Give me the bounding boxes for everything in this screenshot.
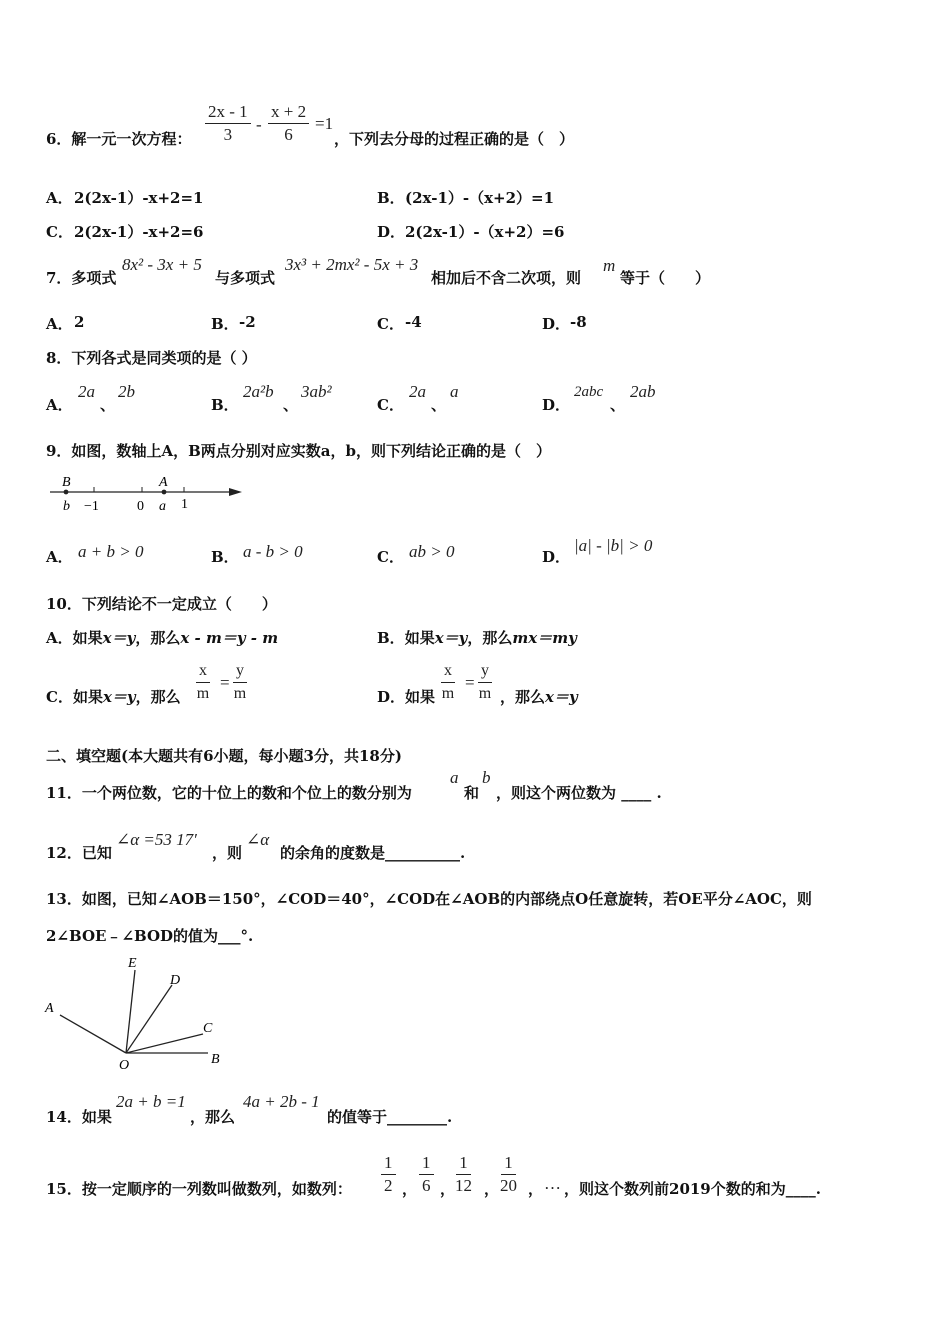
q15-f4-num: 1 [501,1154,516,1175]
q6-option-d: 2(2x-1）-（x+2）=6 [405,223,565,241]
q10-option-b-label: B． [377,629,405,647]
q11-var-b: b [482,768,491,787]
q15-lead: 15．按一定顺序的一列数叫做数列，如数列： [46,1180,352,1198]
q9-label-B: B [62,475,71,490]
q6-f1-numerator: 2x - 1 [205,103,251,124]
q10-option-a-label: A． [46,629,73,647]
q15-fraction-2 [419,1154,434,1195]
q10-c-f2-den: m [233,685,247,702]
q15-comma-2: ， [440,1180,456,1198]
q10-option-b [377,627,577,648]
q10-option-d-equals: = [465,673,475,692]
section-2-heading: 二、填空题(本大题共有6小题，每小题3分，共18分) [46,747,402,765]
q12-tail: 的余角的度数是__________. [280,844,466,862]
q13-label-C: C [203,1021,213,1036]
q9-option-a-label: A． [46,548,73,566]
q14-mid: ，那么 [190,1108,236,1126]
q14-lead: 14．如果 [46,1108,112,1126]
q12-lead: 12．已知 [46,844,112,862]
q8-option-d-label: D． [542,396,571,414]
q10-option-c-pre: 如果 [72,688,103,706]
q10-d-f1-den: m [441,685,455,702]
q15-fraction-1 [381,1154,396,1195]
q9-option-c: ab > 0 [409,542,455,561]
q13-label-D: D [170,973,181,988]
q9-number-line [46,470,246,518]
q10-c-f1-den: m [196,685,210,702]
q7-option-a: 2 [74,313,85,331]
q10-d-f1-num: x [441,662,455,683]
q10-option-c-text [46,686,181,707]
q7-var-m: m [603,256,616,275]
q8-option-c-term-1: 2a [409,382,426,401]
q8-option-b-term-1: 2a²b [243,382,274,401]
q6-option-b-label: B． [377,189,405,207]
q7-option-d: -8 [570,313,587,331]
q15-tail: ，则这个数列前2019个数的和为____. [564,1180,821,1198]
q11-var-a: a [450,768,459,787]
q9-label-one: 1 [181,497,188,512]
q12-angle: ∠α [246,830,270,849]
q8-stem: 8．下列各式是同类项的是（ ） [46,349,257,367]
q7-option-c: -4 [405,313,422,331]
q10-option-b-pre: 如果 [404,629,435,647]
q7-mid-2: 相加后不含二次项，则 [431,269,582,287]
q10-option-d-mid: ，那么 [500,688,546,706]
q10-option-c-mid: ，那么 [135,688,181,706]
q15-fraction-4 [500,1154,517,1195]
q13-label-O: O [119,1058,130,1073]
q8-option-b-sep: 、 [283,396,299,414]
q8-option-c-label: C． [377,396,404,414]
q15-f2-num: 1 [419,1154,434,1175]
q10-stem: 10．下列结论不一定成立（ ） [46,595,277,613]
q7-poly-1: 8x² - 3x + 5 [122,255,202,274]
q8-option-a-term-1: 2a [78,382,95,401]
q15-f4-den: 20 [500,1176,517,1195]
q10-option-a-pre: 如果 [72,629,103,647]
q10-option-a-result: x - m＝y - m [180,629,279,647]
q15-f3-num: 1 [456,1154,471,1175]
q7-poly-2: 3x³ + 2mx² - 5x + 3 [285,255,419,274]
q10-option-c-equals: = [220,673,230,692]
q15-ellipsis: … [544,1174,561,1193]
q6-option-c: 2(2x-1）-x+2=6 [74,223,204,241]
q15-f1-den: 2 [384,1176,393,1195]
q6-tail: ，下列去分母的过程正确的是（ ） [334,130,575,148]
q11-tail: ，则这个两位数为 ____ . [496,784,662,802]
q6-equals: =1 [315,114,334,133]
q7-mid: 与多项式 [215,269,276,287]
q10-option-c-fraction-1 [196,662,210,703]
q8-option-b-term-2: 3ab² [301,382,332,401]
q10-option-d-fraction-2 [478,662,492,703]
q10-c-f2-num: y [233,662,247,683]
q10-option-d-result: x＝y [545,688,578,706]
q7-option-b-label: B． [211,315,239,333]
q8-option-c-term-2: a [450,382,459,401]
q13-line-1: 13．如图，已知∠AOB＝150°，∠COD＝40°，∠COD在∠AOB的内部绕点O任意旋转，若OE平分∠AOC，则 [46,890,812,908]
q13-label-E: E [128,956,137,971]
q7-option-d-label: D． [542,315,571,333]
q15-comma-4: ， [528,1180,544,1198]
q10-option-a-mid: ，那么 [135,629,181,647]
q13-ray-oa [60,1015,126,1053]
q12-mid: ，则 [212,844,243,862]
q9-label-A: A [159,475,168,490]
q13-line-2: 2∠BOE﹣∠BOD的值为___°. [46,927,254,945]
q10-option-a [46,627,278,648]
q8-option-a-label: A． [46,396,73,414]
q10-d-f2-den: m [478,685,492,702]
q10-option-d-text [377,686,435,707]
q10-d-f2-num: y [478,662,492,683]
q15-f3-den: 12 [455,1176,472,1195]
q6-lead: 6．解一元一次方程： [46,130,192,148]
q6-option-c-label: C． [46,223,73,241]
q6-option-a-label: A． [46,189,73,207]
q8-option-b-label: B． [211,396,239,414]
q6-option-a: 2(2x-1）-x+2=1 [74,189,204,207]
q9-option-d: |a| - |b| > 0 [574,536,653,555]
q6-fraction-1 [205,103,251,144]
q13-angle-diagram [40,950,240,1075]
q10-option-c-cond: x＝y [102,688,136,706]
q10-option-b-result: mx＝my [512,629,577,647]
q10-option-b-mid: ，那么 [467,629,513,647]
q9-option-b: a - b > 0 [243,542,303,561]
q10-option-c-fraction-2 [233,662,247,703]
q9-option-b-label: B． [211,548,239,566]
q8-option-d-sep: 、 [610,396,626,414]
q9-option-c-label: C． [377,548,404,566]
q7-tail: 等于（ ） [620,269,711,287]
q8-option-d-term-1: 2abc [574,384,604,400]
q6-fraction-2 [268,103,309,144]
q6-option-b: (2x-1）-（x+2）=1 [405,189,555,207]
q8-option-a-term-2: 2b [118,382,135,401]
q15-f2-den: 6 [422,1176,431,1195]
q10-option-d-fraction-1 [441,662,455,703]
q9-point-a [162,490,167,495]
q8-option-a-sep: 、 [100,396,116,414]
q9-point-b [64,490,69,495]
q9-stem: 9．如图，数轴上A，B两点分别对应实数a，b，则下列结论正确的是（ ） [46,442,551,460]
q14-tail: 的值等于________. [327,1108,453,1126]
q7-lead: 7．多项式 [46,269,117,287]
q6-f2-denominator: 6 [284,125,293,144]
q7-option-b: -2 [239,313,256,331]
q9-label-a: a [159,499,166,514]
q13-label-A: A [45,1001,54,1016]
q14-expr-1: 2a + b =1 [116,1092,186,1111]
q15-comma-3: ， [484,1180,500,1198]
q13-label-B: B [211,1052,220,1067]
q9-option-d-label: D． [542,548,571,566]
q11-lead: 11．一个两位数，它的十位上的数和个位上的数分别为 [46,784,412,802]
q14-expr-2: 4a + 2b - 1 [243,1092,320,1111]
q10-option-d-pre: 如果 [405,688,436,706]
q8-option-d-term-2: 2ab [630,382,656,401]
q9-label-b: b [63,499,70,514]
q6-minus: - [256,115,262,134]
q11-and: 和 [464,784,480,802]
q9-label-minus-one: −1 [84,499,99,514]
q15-f1-num: 1 [381,1154,396,1175]
q10-option-c-label: C． [46,688,73,706]
q6-f1-denominator: 3 [223,125,233,144]
q9-label-zero: 0 [137,499,144,514]
q6-f2-numerator: x + 2 [268,103,309,124]
q10-c-f1-num: x [196,662,210,683]
q10-option-d-label: D． [377,688,406,706]
q12-angle-expr: ∠α =53 17′ [116,830,197,849]
q8-option-c-sep: 、 [431,396,447,414]
q10-option-d-tail [500,686,578,707]
q15-comma-1: ， [402,1180,418,1198]
q9-option-a: a + b > 0 [78,542,144,561]
q10-option-b-cond: x＝y [434,629,468,647]
q7-option-c-label: C． [377,315,404,333]
q7-option-a-label: A． [46,315,73,333]
q10-option-a-cond: x＝y [102,629,136,647]
q15-fraction-3 [455,1154,472,1195]
q6-option-d-label: D． [377,223,406,241]
